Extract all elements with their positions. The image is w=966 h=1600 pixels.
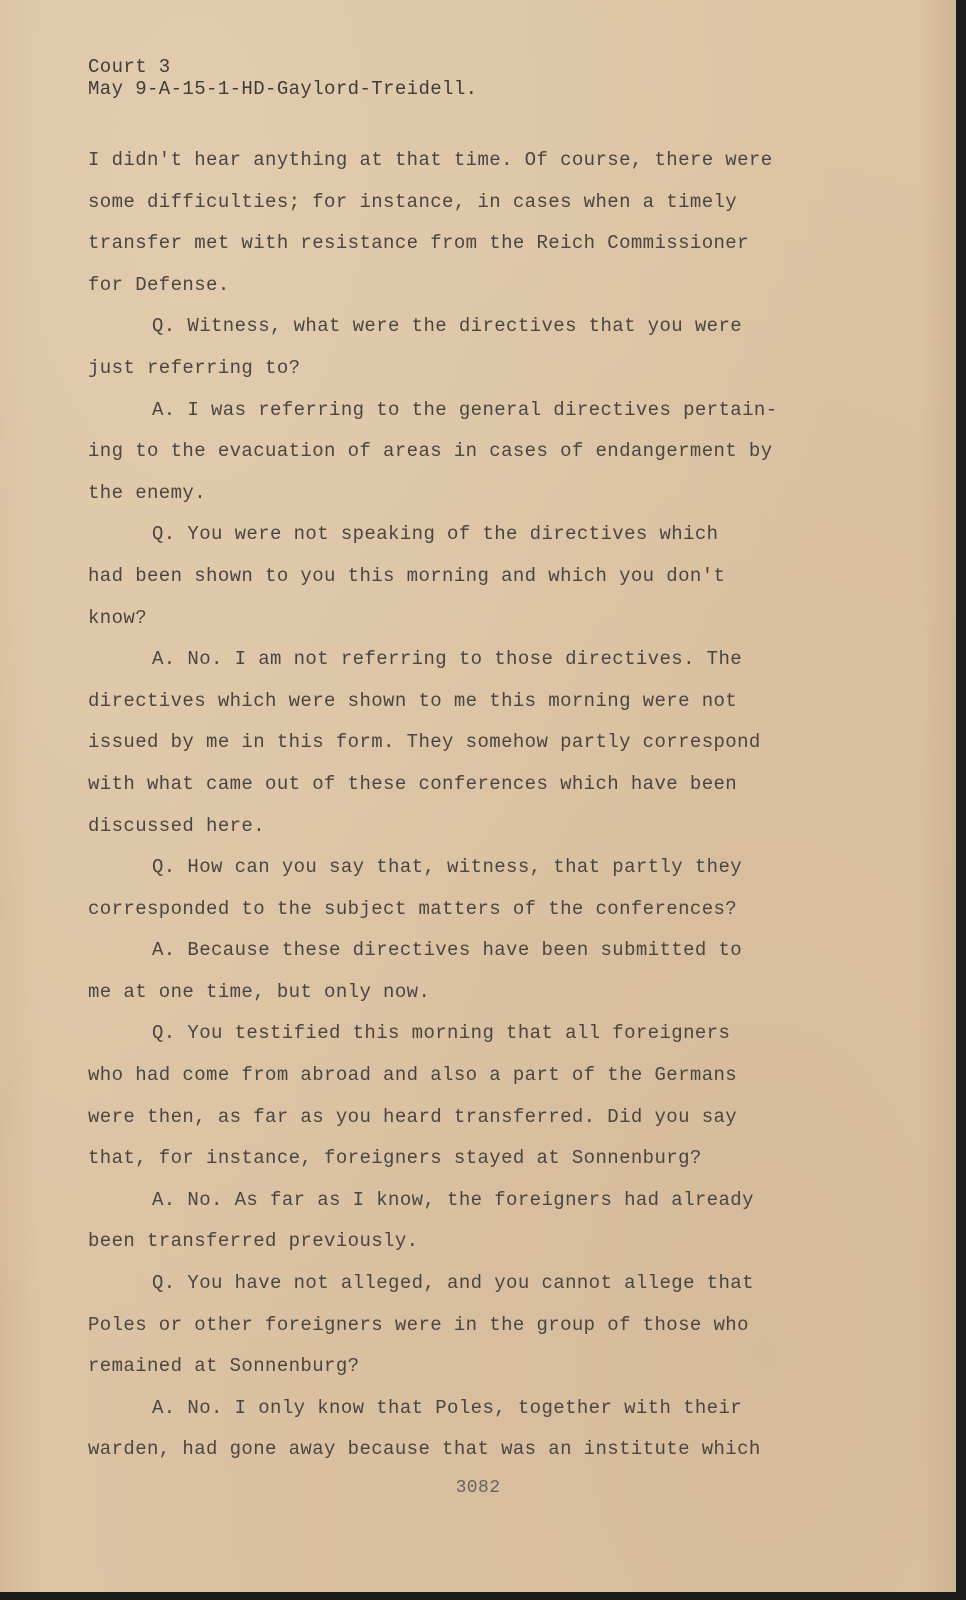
session-label: May 9-A-15-1-HD-Gaylord-Treidell. [88, 78, 478, 100]
transcript-line: Q. You testified this morning that all foreigners [152, 1022, 731, 1045]
transcript-line: Q. How can you say that, witness, that partly they [152, 856, 743, 879]
transcript-line: some difficulties; for instance, in cases when a timely [88, 190, 738, 213]
transcript-line: know? [88, 606, 148, 629]
transcript-line: had been shown to you this morning and which you don't [88, 564, 726, 587]
page-number: 3082 [455, 1478, 501, 1498]
transcript-line: just referring to? [88, 356, 301, 379]
transcript-line: A. No. As far as I know, the foreigners had already [152, 1188, 754, 1211]
binding-clip [958, 1178, 966, 1204]
transcript-line: Q. Witness, what were the directives that you were [152, 315, 743, 338]
page-header [88, 56, 477, 100]
court-label: Court 3 [88, 56, 171, 78]
transcript-line: discussed here. [88, 814, 266, 837]
transcript-line: issued by me in this form. They somehow partly correspond [88, 731, 761, 754]
transcript-line: A. No. I only know that Poles, together with their [152, 1396, 743, 1419]
transcript-line: for Defense. [88, 273, 230, 296]
transcript-body [88, 140, 918, 1471]
transcript-line: A. I was referring to the general directives pertain- [152, 398, 778, 421]
transcript-line: corresponded to the subject matters of the conferences? [88, 897, 738, 920]
transcript-line: me at one time, but only now. [88, 980, 431, 1003]
transcript-line: warden, had gone away because that was an institute which [88, 1438, 761, 1461]
transcript-line: were then, as far as you heard transferred. Did you say [88, 1105, 738, 1128]
transcript-line: remained at Sonnenburg? [88, 1355, 360, 1378]
transcript-line: been transferred previously. [88, 1230, 419, 1253]
transcript-line: transfer met with resistance from the Reich Commissioner [88, 232, 749, 255]
transcript-line: Q. You were not speaking of the directives which [152, 523, 719, 546]
transcript-line: Poles or other foreigners were in the group of those who [88, 1313, 749, 1336]
transcript-line: Q. You have not alleged, and you cannot allege that [152, 1272, 754, 1295]
transcript-line: with what came out of these conferences which have been [88, 772, 738, 795]
transcript-line: that, for instance, foreigners stayed at Sonnenburg? [88, 1147, 702, 1170]
transcript-line: A. No. I am not referring to those directives. The [152, 648, 743, 671]
transcript-line: I didn't hear anything at that time. Of course, there were [88, 149, 773, 171]
transcript-line: ing to the evacuation of areas in cases of endangerment by [88, 440, 773, 463]
transcript-line: A. Because these directives have been submitted to [152, 939, 743, 962]
transcript-line: directives which were shown to me this morning were not [88, 689, 738, 712]
transcript-line: the enemy. [88, 481, 207, 504]
transcript-line: who had come from abroad and also a part of the Germans [88, 1064, 738, 1087]
